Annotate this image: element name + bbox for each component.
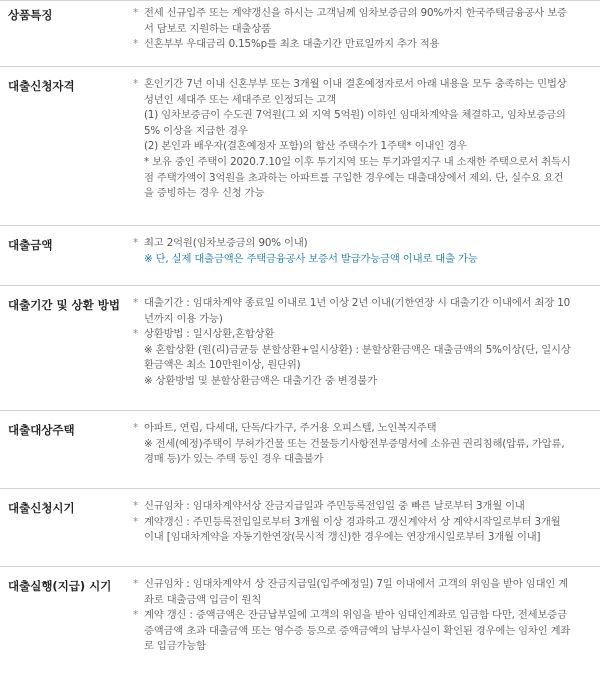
row-loan-amount (0, 226, 600, 286)
text-line: ※ 전세(예정)주택이 무허가건물 또는 건물등기사항전부증명서에 소유권 권리침해(압류, 가압류, (144, 437, 565, 450)
bullet-item (133, 577, 590, 608)
text-line: 년까지 이용 가능) (144, 312, 223, 325)
text-line: 로 입금가능함 (144, 640, 206, 653)
bullet-item (133, 296, 590, 327)
row-heading: 대출기간 및 상환 방법 (8, 298, 120, 312)
bullet-item (133, 327, 590, 389)
bullet-item (133, 515, 590, 546)
row-disbursement-timing (0, 567, 600, 685)
text-line: 경매 등)가 있는 주택 등인 경우 대출불가 (144, 453, 324, 466)
text-line: * 최고 2억원(임차보증금의 90% 이내) (144, 237, 308, 249)
text-line: * 상환방법 : 일시상환,혼합상환 (144, 328, 275, 341)
text-line: * 계약갱신 : 주민등록전입일로부터 3개월 이상 경과하고 갱신계약서 상 계약시작일로부터 3개월 (144, 515, 561, 528)
row-product-features (0, 1, 600, 67)
bullet-item (133, 421, 590, 468)
text-line: (2) 본인과 배우자(결혼예정자 포함)의 합산 주택수가 1주택* 이내인 경우 (144, 140, 467, 153)
row-heading: 대출대상주택 (8, 423, 75, 437)
row-loan-period-repayment (0, 286, 600, 411)
text-line: 성년인 세대주 또는 세대주로 인정되는 고객 (144, 93, 336, 106)
row-content (121, 286, 600, 410)
text-line: * 보유 중인 주택이 2020.7.10일 이후 투기지역 또는 투기과열지구 내 소재한 주택으로서 취득시 (144, 155, 571, 168)
text-line: (1) 임차보증금이 수도권 7억원(그 외 지역 5억원) 이하인 임대차계약을 체결하고, 임차보증금의 (144, 109, 566, 122)
text-line: * 혼인기간 7년 이내 신혼부부 또는 3개월 이내 결혼예정자로서 아래 내용을 모두 충족하는 민법상 (144, 78, 567, 90)
bullet-item (133, 236, 590, 267)
bullet-item (133, 608, 590, 655)
text-line: * 계약 갱신 : 증액금액은 잔금납부일에 고객의 위임을 받아 임대인계좌로 입금함 다만, 전세보증금 (144, 609, 567, 622)
note-line: ※ 단, 실제 대출금액은 주택금융공사 보증서 발급가능금액 이내로 대출 가능 (144, 252, 478, 265)
text-line: * 신규임차 : 임대차계약서상 잔금지급일과 주민등록전입일 중 빠른 날로부터 3개월 이내 (144, 500, 525, 512)
row-content (121, 567, 600, 685)
row-heading: 대출신청시기 (8, 501, 75, 515)
text-line: * 신규임차 : 임대차계약서 상 잔금지급일(입주예정일) 7일 이내에서 고객의 위임을 받아 임대인 계 (144, 578, 569, 590)
row-heading: 상품특징 (8, 8, 53, 22)
text-line: 증액금액 초과 대출금액 또는 영수증 등으로 증액금액의 납부사실이 확인된 경우에는 임차인 계좌 (144, 624, 571, 637)
row-eligible-housing (0, 411, 600, 489)
row-heading: 대출실행(지급) 시기 (8, 579, 112, 593)
bullet-item (133, 6, 590, 37)
text-line: * 전세 신규입주 또는 계약갱신을 하시는 고객님께 임차보증금의 90%까지 한국주택금융공사 보증 (144, 7, 567, 19)
text-line: 서 담보로 지원하는 대출상품 (144, 22, 271, 35)
row-content (121, 411, 600, 488)
text-line: 이내 [임대차계약을 자동기한연장(묵시적 갱신)한 경우에는 연장개시일로부터 3개월 이내] (144, 531, 541, 544)
text-line: * 대출기간 : 임대차계약 종료일 이내로 1년 이상 2년 이내(기한연장 시 대출기간 이내에서 최장 10 (144, 297, 571, 309)
text-line: ※ 상환방법 및 분할상환금액은 대출기간 중 변경불가 (144, 374, 377, 387)
bullet-item (133, 77, 590, 202)
text-line: 좌로 대출금액 입금이 원칙 (144, 593, 262, 606)
text-line: 점 주택가액이 3억원을 초과하는 아파트를 구입한 경우에는 대출대상에서 제외. 단, 실수요 요건 (144, 171, 564, 184)
row-heading: 대출신청자격 (8, 79, 75, 93)
text-line: * 신혼부부 우대금리 0.15%p를 최초 대출기간 만료일까지 추가 적용 (144, 38, 440, 51)
bullet-item (133, 37, 590, 53)
text-line: ※ 혼합상환 (원(리)금균등 분할상환+일시상환) : 분할상환금액은 대출금액의 5%이상(단, 일시상 (144, 343, 571, 356)
bullet-item (133, 499, 590, 515)
text-line: * 아파트, 연립, 다세대, 단독/다가구, 주거용 오피스텔, 노인복지주택 (144, 422, 437, 434)
text-line: 을 증빙하는 경우 신청 가능 (144, 187, 265, 200)
row-application-timing (0, 489, 600, 567)
row-heading: 대출금액 (8, 238, 53, 252)
row-eligibility (0, 67, 600, 226)
row-content (121, 489, 600, 566)
row-content (121, 67, 600, 225)
row-content (121, 226, 600, 285)
text-line: 5% 이상을 지급한 경우 (144, 124, 248, 137)
text-line: 환금액은 최소 10만원이상, 원단위) (144, 359, 301, 372)
row-content (121, 1, 600, 66)
